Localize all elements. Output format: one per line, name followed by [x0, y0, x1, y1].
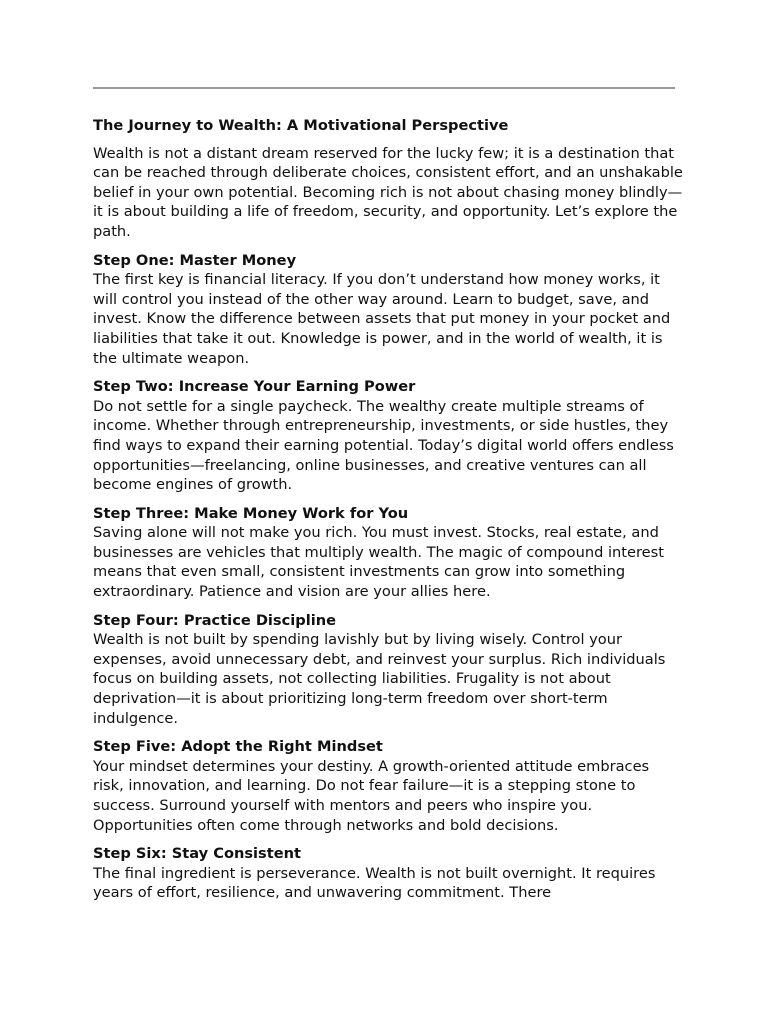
step-heading: Step Four: Practice Discipline: [93, 611, 337, 629]
step-body: The first key is financial literacy. If you don’t understand how money works, it will control you instead of the other way around. Learn to budget, save, and invest. Know the difference between assets that put money in your pocket and liabilities that take it out. Knowledge is power, and in the world of wealth, it is the ultimate weapon.: [93, 271, 671, 367]
step-heading: Step Two: Increase Your Earning Power: [93, 378, 416, 396]
step-heading: Step Three: Make Money Work for You: [93, 504, 409, 522]
intro-paragraph: Wealth is not a distant dream reserved for the lucky few; it is a destination that can be reached through deliberate choices, consistent effort, and an unshakable belief in your own potential. Becoming rich is not about chasing money blindly—it is about building a life of freedom, security, and opportunity. Let’s explore the path.: [93, 144, 683, 240]
step-section: [93, 504, 683, 602]
step-heading: Step Six: Stay Consistent: [93, 845, 301, 863]
step-section: [93, 251, 683, 369]
step-heading: Step Five: Adopt the Right Mindset: [93, 738, 383, 756]
document-page: [93, 0, 683, 1024]
step-body: Do not settle for a single paycheck. The wealthy create multiple streams of income. Whether through entrepreneurship, investments, or side hustles, they find ways to expand their earning potential. Today’s digital world offers endless opportunities—freelancing, online businesses, and creative ventures can all become engines of growth.: [93, 397, 674, 494]
document-title: The Journey to Wealth: A Motivational Perspective: [93, 117, 509, 134]
step-section: [93, 377, 683, 495]
horizontal-rule: [93, 87, 675, 89]
step-body: Wealth is not built by spending lavishly but by living wisely. Control your expenses, avoid unnecessary debt, and reinvest your surplus. Rich individuals focus on building assets, not collecting liabilities. Frugality is not about deprivation—it is about prioritizing long-term freedom over short-term indulgence.: [93, 631, 666, 727]
step-section: [93, 611, 683, 729]
step-body: Saving alone will not make you rich. You must invest. Stocks, real estate, and businesses are vehicles that multiply wealth. The magic of compound interest means that even small, consistent investments can grow into something extraordinary. Patience and vision are your allies here.: [93, 524, 664, 601]
step-heading: Step One: Master Money: [93, 251, 297, 269]
step-body: Your mindset determines your destiny. A growth-oriented attitude embraces risk, innovation, and learning. Do not fear failure—it is a stepping stone to success. Surround yourself with mentors and peers who inspire you. Opportunities often come through networks and bold decisions.: [93, 757, 650, 834]
step-section: [93, 844, 683, 903]
step-body: The final ingredient is perseverance. Wealth is not built overnight. It requires years of effort, resilience, and unwavering commitment. There: [93, 864, 656, 902]
document-content: [93, 116, 683, 912]
step-section: [93, 737, 683, 835]
